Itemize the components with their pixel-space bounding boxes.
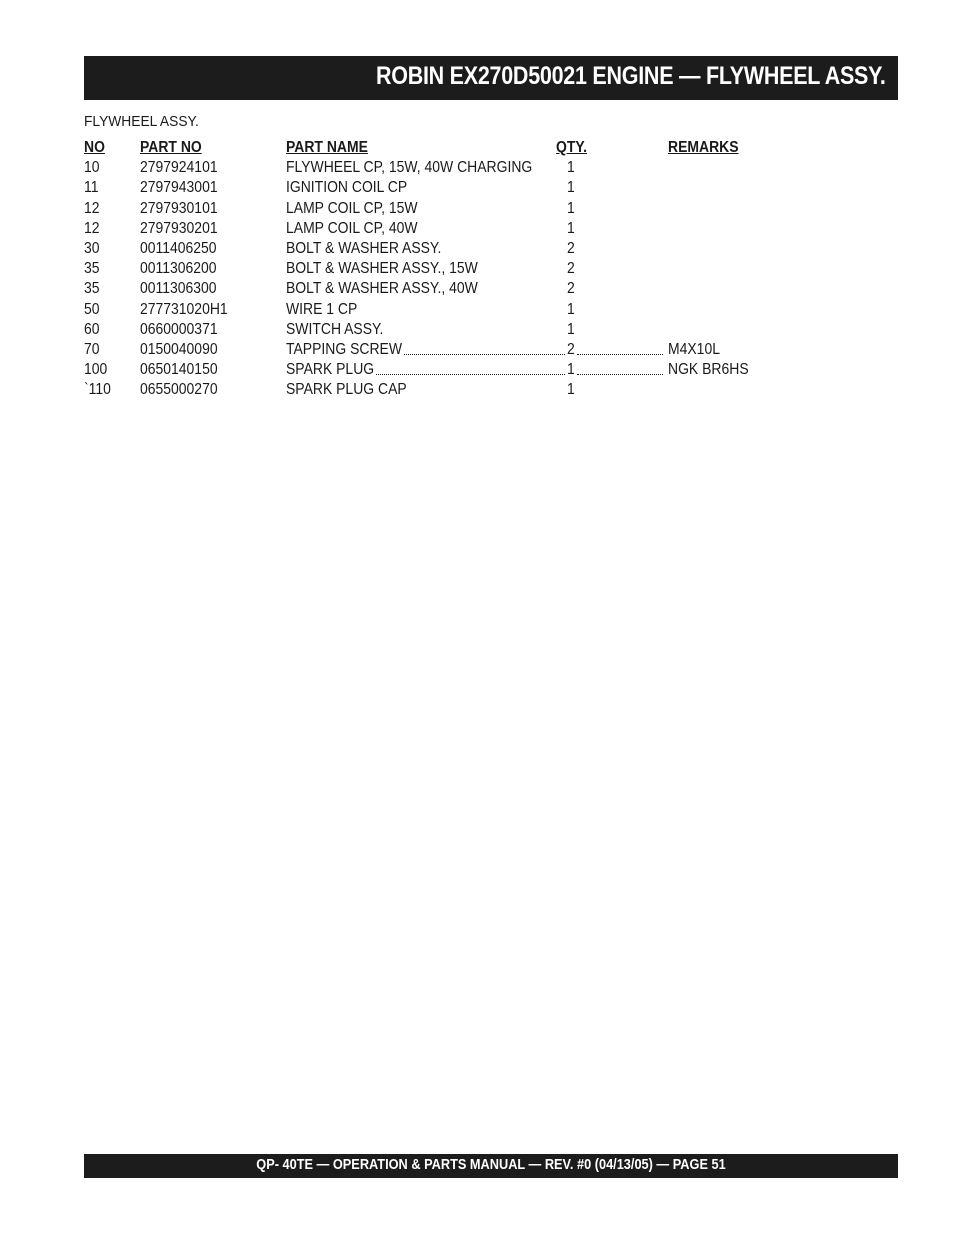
cell-no: 12 — [84, 199, 100, 217]
cell-no: 30 — [84, 239, 100, 257]
cell-no: 50 — [84, 300, 100, 318]
cell-part-no: 2797924101 — [140, 159, 218, 177]
cell-part-no: 0150040090 — [140, 340, 218, 358]
cell-no: 11 — [84, 179, 99, 197]
cell-part-no: 0011306300 — [140, 280, 217, 298]
table-row — [84, 341, 804, 361]
footer-bar — [84, 1154, 898, 1178]
cell-part-no: 2797930201 — [140, 219, 218, 237]
cell-part-no: 2797930101 — [140, 199, 218, 217]
cell-part-name: IGNITION COIL CP — [286, 179, 408, 197]
cell-qty: 1 — [567, 320, 575, 338]
table-row — [84, 220, 804, 240]
table-row — [84, 361, 804, 381]
cell-part-no: 0660000371 — [140, 320, 218, 338]
cell-qty: 2 — [567, 340, 575, 358]
cell-part-name: BOLT & WASHER ASSY. — [286, 239, 442, 257]
cell-remarks: M4X10L — [668, 340, 720, 358]
dot-leader — [577, 354, 663, 355]
cell-part-name: TAPPING SCREW — [286, 340, 403, 358]
cell-part-no: 0650140150 — [140, 361, 218, 379]
cell-part-name: WIRE 1 CP — [286, 300, 358, 318]
table-body — [84, 159, 804, 401]
section-label: FLYWHEEL ASSY. — [84, 113, 199, 130]
table-row — [84, 159, 804, 179]
cell-part-no: 0011306200 — [140, 260, 217, 278]
cell-no: `110 — [84, 381, 111, 399]
column-header-remarks: REMARKS — [668, 139, 739, 156]
dot-leader — [376, 374, 565, 375]
cell-no: 70 — [84, 340, 100, 358]
cell-part-name: BOLT & WASHER ASSY., 15W — [286, 260, 478, 278]
cell-no: 100 — [84, 361, 108, 379]
column-header-no: NO — [84, 139, 105, 156]
cell-qty: 2 — [567, 260, 575, 278]
cell-qty: 2 — [567, 280, 575, 298]
cell-part-name: BOLT & WASHER ASSY., 40W — [286, 280, 478, 298]
cell-part-name: LAMP COIL CP, 15W — [286, 199, 418, 217]
table-row — [84, 200, 804, 220]
cell-part-name: SWITCH ASSY. — [286, 320, 384, 338]
column-header-part-name: PART NAME — [286, 139, 368, 156]
cell-part-no: 0655000270 — [140, 381, 218, 399]
title-bar — [84, 56, 898, 100]
cell-qty: 1 — [567, 179, 575, 197]
cell-part-no: 0011406250 — [140, 239, 217, 257]
cell-no: 10 — [84, 159, 100, 177]
table-row — [84, 179, 804, 199]
cell-qty: 1 — [567, 300, 575, 318]
parts-table — [84, 139, 804, 401]
table-row — [84, 280, 804, 300]
table-row — [84, 301, 804, 321]
cell-qty: 2 — [567, 239, 575, 257]
table-header-row — [84, 139, 804, 159]
cell-no: 35 — [84, 260, 100, 278]
cell-qty: 1 — [567, 159, 575, 177]
cell-part-name: FLYWHEEL CP, 15W, 40W CHARGING — [286, 159, 533, 177]
cell-no: 60 — [84, 320, 100, 338]
cell-part-no: 2797943001 — [140, 179, 218, 197]
table-row — [84, 240, 804, 260]
cell-qty: 1 — [567, 199, 575, 217]
table-row — [84, 321, 804, 341]
column-header-part-no: PART NO — [140, 139, 202, 156]
cell-qty: 1 — [567, 219, 575, 237]
column-header-qty: QTY. — [556, 139, 588, 156]
cell-no: 35 — [84, 280, 100, 298]
cell-qty: 1 — [567, 381, 575, 399]
cell-part-name: SPARK PLUG CAP — [286, 381, 407, 399]
cell-part-name: LAMP COIL CP, 40W — [286, 219, 418, 237]
footer-text: QP- 40TE — OPERATION & PARTS MANUAL — REV. #0 (04/13/05) — PAGE 51 — [256, 1157, 726, 1173]
cell-qty: 1 — [567, 361, 575, 379]
dot-leader — [577, 374, 663, 375]
cell-part-no: 277731020H1 — [140, 300, 228, 318]
cell-no: 12 — [84, 219, 100, 237]
cell-remarks: NGK BR6HS — [668, 361, 749, 379]
table-row — [84, 381, 804, 401]
table-row — [84, 260, 804, 280]
page-title: ROBIN EX270D50021 ENGINE — FLYWHEEL ASSY. — [376, 62, 886, 90]
cell-part-name: SPARK PLUG — [286, 361, 375, 379]
dot-leader — [404, 354, 565, 355]
